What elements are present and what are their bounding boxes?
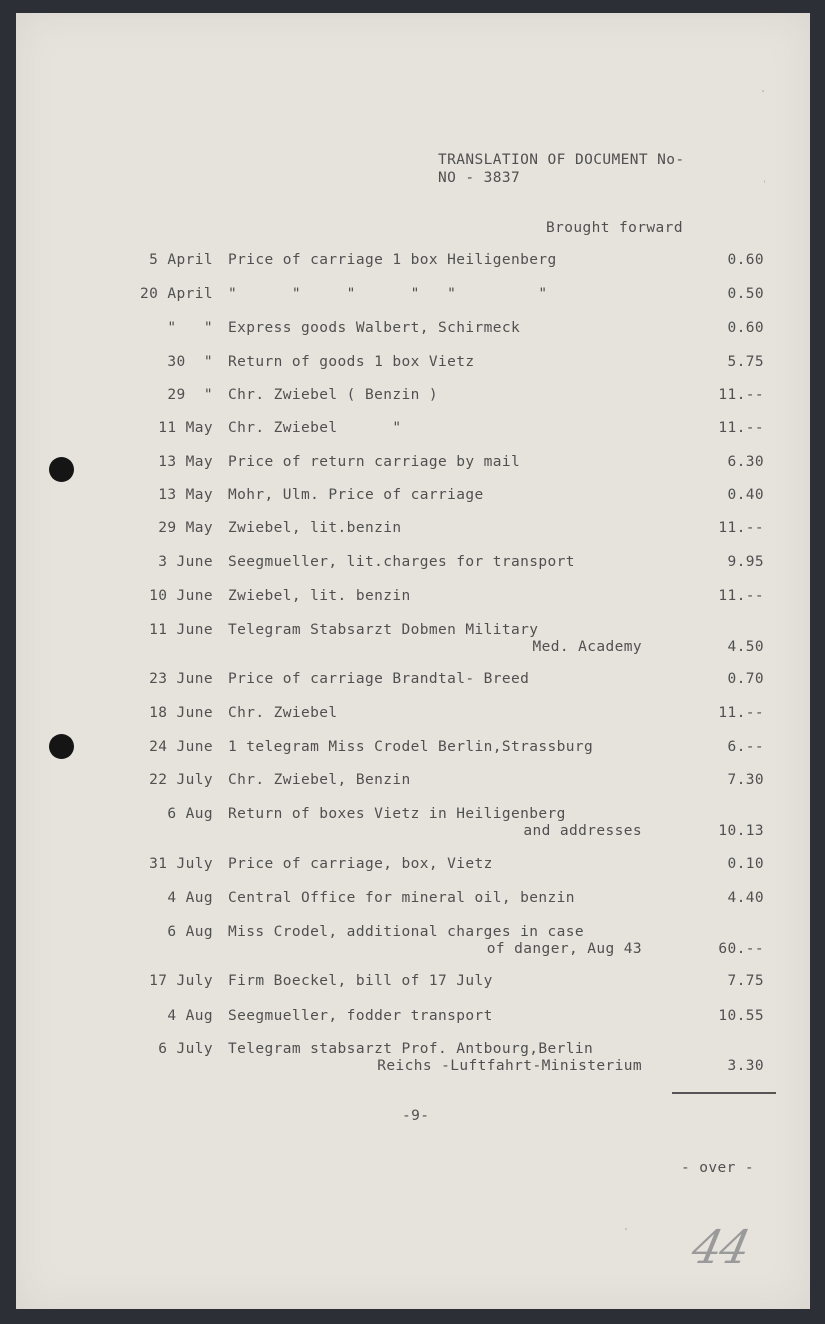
entry-date: 18 June xyxy=(149,705,213,721)
entry-description: Firm Boeckel, bill of 17 July xyxy=(228,973,493,989)
brought-forward-label: Brought forward xyxy=(546,220,683,236)
entry-description: Telegram stabsarzt Prof. Antbourg,Berlin xyxy=(228,1041,594,1057)
page-number: -9- xyxy=(402,1108,430,1124)
entry-date: " " xyxy=(167,320,213,336)
entry-date: 11 June xyxy=(149,622,213,638)
entry-amount: 4.50 xyxy=(727,639,764,655)
entry-date: 22 July xyxy=(149,772,213,788)
entry-description: Seegmueller, fodder transport xyxy=(228,1008,493,1024)
entry-date: 30 " xyxy=(167,354,213,370)
document-title-line1: TRANSLATION OF DOCUMENT No- xyxy=(438,152,685,168)
entry-amount: 11.-- xyxy=(718,420,764,436)
entry-amount: 5.75 xyxy=(727,354,764,370)
entry-description-continued: of danger, Aug 43 xyxy=(486,941,642,957)
entry-date: 31 July xyxy=(149,856,213,872)
paper-speck xyxy=(762,90,764,92)
entry-amount: 10.55 xyxy=(718,1008,764,1024)
entry-description: Zwiebel, lit. benzin xyxy=(228,588,411,604)
entry-date: 4 Aug xyxy=(167,890,213,906)
entry-description: Zwiebel, lit.benzin xyxy=(228,520,402,536)
entry-amount: 7.75 xyxy=(727,973,764,989)
entry-amount: 11.-- xyxy=(718,520,764,536)
entry-amount: 0.40 xyxy=(727,487,764,503)
entry-amount: 0.70 xyxy=(727,671,764,687)
entry-description: Seegmueller, lit.charges for transport xyxy=(228,554,575,570)
paper-speck xyxy=(764,180,765,183)
entry-amount: 6.30 xyxy=(727,454,764,470)
handwritten-page-number: 44 xyxy=(687,1220,754,1274)
entry-amount: 0.60 xyxy=(727,320,764,336)
entry-amount: 11.-- xyxy=(718,387,764,403)
entry-date: 29 May xyxy=(158,520,213,536)
over-label: - over - xyxy=(681,1160,755,1176)
entry-date: 6 July xyxy=(158,1041,213,1057)
total-rule xyxy=(672,1092,776,1094)
entry-date: 23 June xyxy=(149,671,213,687)
entry-description: 1 telegram Miss Crodel Berlin,Strassburg xyxy=(228,739,594,755)
entry-description-continued: and addresses xyxy=(523,823,642,839)
document-title-line2: NO - 3837 xyxy=(438,170,521,186)
entry-description: Central Office for mineral oil, benzin xyxy=(228,890,575,906)
entry-description: Express goods Walbert, Schirmeck xyxy=(228,320,521,336)
entry-description: Miss Crodel, additional charges in case xyxy=(228,924,585,940)
entry-amount: 9.95 xyxy=(727,554,764,570)
entry-description: Price of carriage 1 box Heiligenberg xyxy=(228,252,557,268)
entry-description: Chr. Zwiebel " xyxy=(228,420,402,436)
entry-date: 11 May xyxy=(158,420,213,436)
entry-description: Chr. Zwiebel ( Benzin ) xyxy=(228,387,438,403)
paper-speck xyxy=(625,1228,627,1230)
entry-description: " " " " " " xyxy=(228,286,548,302)
entry-amount: 7.30 xyxy=(727,772,764,788)
entry-date: 13 May xyxy=(158,487,213,503)
entry-date: 3 June xyxy=(158,554,213,570)
punch-hole-bottom xyxy=(49,734,74,759)
entry-description-continued: Med. Academy xyxy=(532,639,642,655)
entry-amount: 0.10 xyxy=(727,856,764,872)
entry-amount: 10.13 xyxy=(718,823,764,839)
entry-description: Mohr, Ulm. Price of carriage xyxy=(228,487,484,503)
entry-date: 17 July xyxy=(149,973,213,989)
entry-description: Return of boxes Vietz in Heiligenberg xyxy=(228,806,566,822)
entry-date: 13 May xyxy=(158,454,213,470)
entry-description-continued: Reichs -Luftfahrt-Ministerium xyxy=(377,1058,642,1074)
entry-description: Price of carriage, box, Vietz xyxy=(228,856,493,872)
entry-amount: 11.-- xyxy=(718,588,764,604)
entry-description: Telegram Stabsarzt Dobmen Military xyxy=(228,622,539,638)
entry-date: 24 June xyxy=(149,739,213,755)
entry-amount: 11.-- xyxy=(718,705,764,721)
entry-description: Return of goods 1 box Vietz xyxy=(228,354,475,370)
entry-date: 4 Aug xyxy=(167,1008,213,1024)
entry-description: Chr. Zwiebel xyxy=(228,705,338,721)
entry-date: 6 Aug xyxy=(167,806,213,822)
entry-amount: 60.-- xyxy=(718,941,764,957)
entry-date: 10 June xyxy=(149,588,213,604)
entry-amount: 6.-- xyxy=(727,739,764,755)
entry-date: 5 April xyxy=(149,252,213,268)
entry-date: 20 April xyxy=(139,286,213,302)
entry-amount: 3.30 xyxy=(727,1058,764,1074)
punch-hole-top xyxy=(49,457,74,482)
entry-description: Price of return carriage by mail xyxy=(228,454,521,470)
entry-date: 29 " xyxy=(167,387,213,403)
entry-description: Price of carriage Brandtal- Breed xyxy=(228,671,530,687)
entry-amount: 0.50 xyxy=(727,286,764,302)
entry-date: 6 Aug xyxy=(167,924,213,940)
entry-description: Chr. Zwiebel, Benzin xyxy=(228,772,411,788)
entry-amount: 0.60 xyxy=(727,252,764,268)
entry-amount: 4.40 xyxy=(727,890,764,906)
